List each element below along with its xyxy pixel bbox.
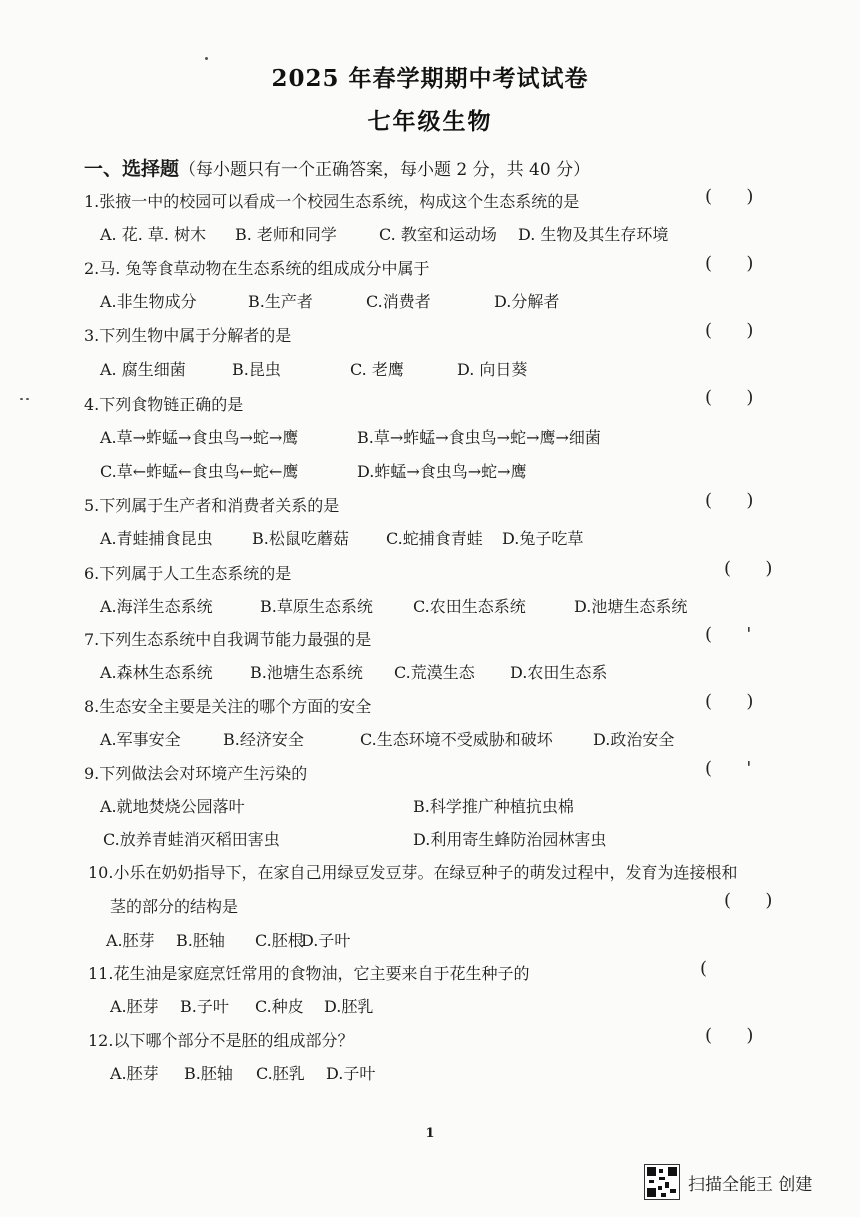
- qr-code-icon: [644, 1164, 680, 1200]
- question-options: [100, 289, 560, 312]
- answer-paren: ( ': [705, 758, 752, 779]
- section-note: （每小题只有一个正确答案，每小题 2 分，共 40 分）: [179, 160, 591, 180]
- option-b: B.草→蚱蜢→食虫鸟→蛇→鹰→细菌: [357, 428, 601, 447]
- question-stem: 11.花生油是家庭烹饪常用的食物油，它主要来自于花生种子的: [88, 964, 530, 983]
- question-options: [100, 425, 601, 448]
- answer-paren: ( ): [705, 490, 754, 511]
- option-b: B.科学推广种植抗虫棉: [413, 797, 574, 816]
- question-options: [100, 794, 574, 817]
- option-c: C.生态环境不受威胁和破坏: [360, 730, 553, 749]
- option-b: B.子叶: [180, 997, 229, 1016]
- option-d: D.蚱蜢→食虫鸟→蛇→鹰: [357, 462, 527, 481]
- question-options: [100, 526, 584, 549]
- section-label: 一、选择题: [84, 158, 180, 180]
- scanner-watermark: [644, 1162, 844, 1202]
- option-d: D.利用寄生蜂防治园林害虫: [413, 830, 607, 849]
- answer-paren: ( ): [724, 558, 773, 579]
- option-d: D.子叶: [301, 931, 351, 950]
- option-a: A.胚芽: [110, 1064, 159, 1083]
- scan-speck: [205, 57, 208, 60]
- option-c: C.胚乳: [256, 1064, 305, 1083]
- exam-subject: 七年级生物: [367, 108, 493, 135]
- option-a: A.森林生态系统: [100, 663, 213, 682]
- option-a: A.胚芽: [106, 931, 155, 950]
- option-b: B.胚轴: [184, 1064, 233, 1083]
- question-options: [100, 727, 675, 750]
- option-d: D. 向日葵: [457, 360, 528, 379]
- answer-paren: (: [700, 958, 708, 979]
- question-stem: 7.下列生态系统中自我调节能力最强的是: [84, 630, 372, 649]
- option-d: D.兔子吃草: [502, 529, 584, 548]
- option-c: C.消费者: [366, 292, 431, 311]
- option-d: D.池塘生态系统: [574, 597, 688, 616]
- option-a: A.就地焚烧公园落叶: [100, 797, 245, 816]
- option-c: C.草←蚱蜢←食虫鸟←蛇←鹰: [100, 462, 299, 481]
- question-options: [100, 222, 669, 245]
- answer-paren: ( ): [705, 186, 754, 207]
- option-a: A.胚芽: [110, 997, 159, 1016]
- question-options: [103, 827, 607, 850]
- question-stem: 10.小乐在奶奶指导下，在家自己用绿豆发豆芽。在绿豆种子的萌发过程中，发育为连接根和: [88, 863, 738, 882]
- section-heading: [84, 154, 590, 181]
- option-c: C.胚根: [255, 931, 304, 950]
- option-a: A.海洋生态系统: [100, 597, 213, 616]
- option-c: C.种皮: [255, 997, 304, 1016]
- page-number: 1: [425, 1126, 435, 1141]
- question-stem: 8.生态安全主要是关注的哪个方面的安全: [84, 697, 372, 716]
- option-b: B.草原生态系统: [260, 597, 373, 616]
- question-stem: 2.马. 兔等食草动物在生态系统的组成成分中属于: [84, 259, 430, 278]
- exam-title: 2025 年春学期期中考试试卷: [271, 65, 589, 92]
- option-b: B.池塘生态系统: [250, 663, 363, 682]
- option-d: D.胚乳: [324, 997, 374, 1016]
- option-d: D. 生物及其生存环境: [518, 225, 669, 244]
- option-c: C.蛇捕食青蛙: [386, 529, 483, 548]
- question-stem: 4.下列食物链正确的是: [84, 395, 244, 414]
- question-options: [100, 357, 528, 380]
- scan-speck: [26, 398, 29, 400]
- option-a: A.草→蚱蜢→食虫鸟→蛇→鹰: [100, 428, 299, 447]
- question-stem: 6.下列属于人工生态系统的是: [84, 564, 292, 583]
- question-options: [110, 994, 374, 1017]
- question-options: [106, 928, 351, 951]
- question-stem: 3.下列生物中属于分解者的是: [84, 326, 292, 345]
- option-c: C. 教室和运动场: [379, 225, 497, 244]
- option-b: B.生产者: [248, 292, 313, 311]
- answer-paren: ( ): [705, 691, 754, 712]
- option-c: C.荒漠生态: [394, 663, 475, 682]
- option-d: D.子叶: [326, 1064, 376, 1083]
- option-b: B.松鼠吃蘑菇: [252, 529, 349, 548]
- option-c: C.放养青蛙消灭稻田害虫: [103, 830, 280, 849]
- question-stem: 12.以下哪个部分不是胚的组成部分？: [88, 1031, 354, 1050]
- answer-paren: ( ): [705, 320, 754, 341]
- question-options: [110, 1061, 376, 1084]
- option-a: A.军事安全: [100, 730, 181, 749]
- scanner-label: 扫描全能王 创建: [688, 1174, 813, 1195]
- answer-paren: ( ): [724, 890, 773, 911]
- question-options: [100, 660, 608, 683]
- question-options: [100, 594, 688, 617]
- question-stem: 1.张掖一中的校园可以看成一个校园生态系统，构成这个生态系统的是: [84, 192, 580, 211]
- option-a: A. 花. 草. 树木: [100, 225, 207, 244]
- option-a: A.非生物成分: [100, 292, 197, 311]
- question-stem: 9.下列做法会对环境产生污染的: [84, 764, 308, 783]
- option-b: B. 老师和同学: [235, 225, 337, 244]
- option-b: B.昆虫: [232, 360, 281, 379]
- question-stem-continued: 茎的部分的结构是: [110, 897, 239, 916]
- scan-speck: [20, 398, 23, 400]
- answer-paren: ( ': [705, 624, 752, 645]
- answer-paren: ( ): [705, 1025, 754, 1046]
- option-a: A.青蛙捕食昆虫: [100, 529, 213, 548]
- option-d: D.政治安全: [593, 730, 675, 749]
- option-a: A. 腐生细菌: [100, 360, 186, 379]
- question-stem: 5.下列属于生产者和消费者关系的是: [84, 496, 340, 515]
- option-b: B.经济安全: [223, 730, 304, 749]
- option-c: C. 老鹰: [350, 360, 404, 379]
- option-d: D.分解者: [494, 292, 560, 311]
- option-d: D.农田生态系: [510, 663, 608, 682]
- answer-paren: ( ): [705, 253, 754, 274]
- option-b: B.胚轴: [176, 931, 225, 950]
- question-options: [100, 459, 527, 482]
- option-c: C.农田生态系统: [413, 597, 526, 616]
- answer-paren: ( ): [705, 387, 754, 408]
